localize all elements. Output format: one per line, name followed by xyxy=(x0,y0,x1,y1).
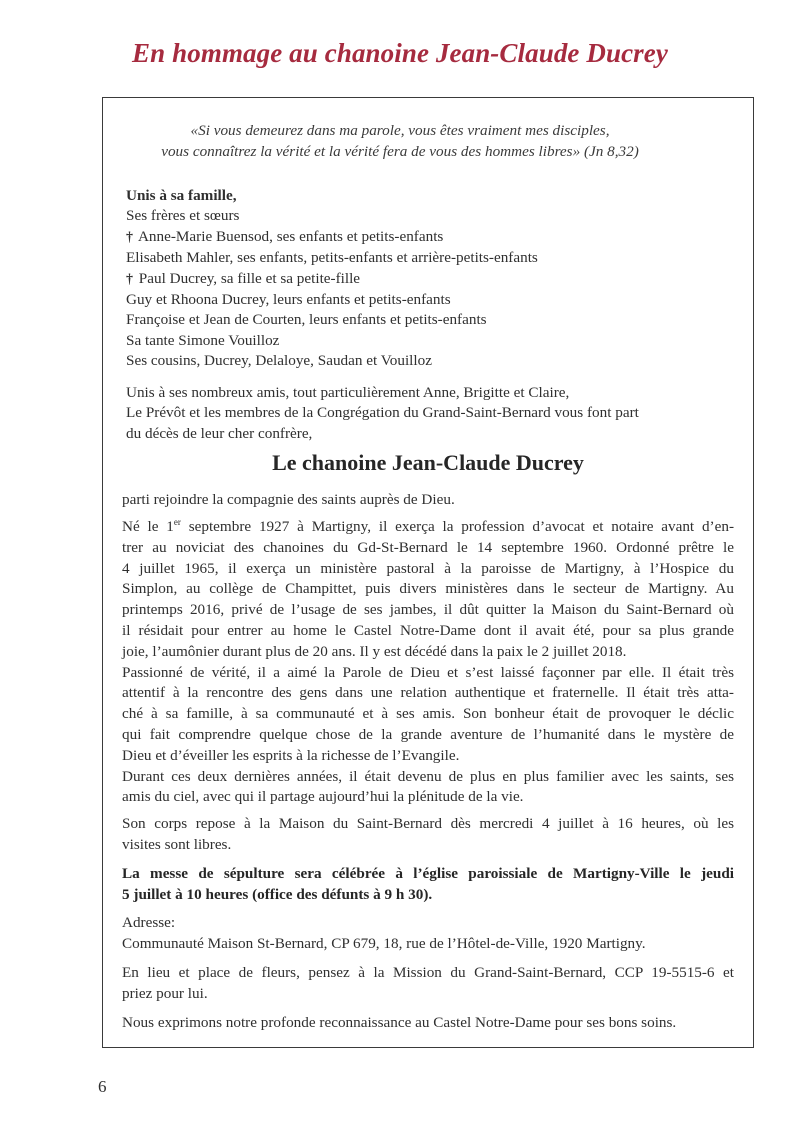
epigraph-line: vous connaîtrez la vérité et la vérité fera de vous des hommes libres» (Jn 8,32) xyxy=(161,143,639,160)
body-line: Durant ces deux dernières années, il était devenu de plus en plus familier avec les saints, ses xyxy=(122,767,734,785)
body-line: priez pour lui. xyxy=(122,984,208,1002)
body-line: La messe de sépulture sera célébrée à l’église paroissiale de Martigny-Ville le jeudi xyxy=(122,865,734,882)
family-member-text: Paul Ducrey, sa fille et sa petite-fille xyxy=(138,269,361,287)
intro-paragraph xyxy=(122,490,734,511)
address-label: Adresse: xyxy=(122,914,176,931)
body-line: printemps 2016, privé de l’usage de ses jambes, il dût quitter la Maison du Saint-Bernard où xyxy=(122,601,734,619)
page-number: 6 xyxy=(98,1077,107,1096)
body-line: 4 juillet 1965, il exerça un ministère pastoral à la paroisse de Martigny, à l’Hospice du xyxy=(122,559,734,577)
body-line: Son corps repose à la Maison du Saint-Bernard dès mercredi 4 juillet à 16 heures, où les xyxy=(122,815,734,832)
family-member xyxy=(126,269,538,290)
body-line: En lieu et place de fleurs, pensez à la Mission du Grand-Saint-Bernard, CCP 19-5515-6 et xyxy=(122,964,734,981)
body-line: Nous exprimons notre profonde reconnaissance au Castel Notre-Dame pour ses bons soins. xyxy=(122,1014,677,1031)
funeral-mass-paragraph xyxy=(122,864,734,906)
family-member xyxy=(126,227,538,248)
family-member: Ses cousins, Ducrey, Delaloye, Saudan et Vouilloz xyxy=(126,352,432,370)
body-line: amis du ciel, avec qui il partage aujourd’hui la plénitude de la vie. xyxy=(122,788,524,806)
friends-line: Unis à ses nombreux amis, tout particulièrement Anne, Brigitte et Claire, xyxy=(126,384,570,401)
body-line: qui fait comprendre quelque chose de la grande aventure de l’humanité dans le mystère de xyxy=(122,725,734,743)
visitation-paragraph xyxy=(122,814,734,856)
body-line: trer au noviciat des chanoines du Gd-St-Bernard le 14 septembre 1960. Ordonné prêtre le xyxy=(122,538,734,556)
body-line: Simplon, au collège de Champittet, puis divers ministères dans le secteur de Martigny. Au xyxy=(122,580,734,598)
friends-line: du décès de leur cher confrère, xyxy=(126,424,313,442)
epigraph xyxy=(0,120,800,162)
body-line: attentif à la rencontre des gens dans une relation authentique et fraternelle. Il était très atta- xyxy=(122,684,734,702)
family-member: Guy et Rhoona Ducrey, leurs enfants et petits-enfants xyxy=(126,291,451,309)
page-title: En hommage au chanoine Jean-Claude Ducrey xyxy=(132,38,668,68)
body-line: Dieu et d’éveiller les esprits à la richesse de l’Evangile. xyxy=(122,746,460,764)
thanks-paragraph xyxy=(122,1013,734,1034)
body-line: joie, l’aumônier durant plus de 20 ans. Il y est décédé dans la paix le 2 juillet 2018. xyxy=(122,642,627,660)
bio-text: septembre 1927 à Martigny, il exerça la profession d’avocat et notaire avant d’en- xyxy=(180,518,734,535)
family-member: Sa tante Simone Vouilloz xyxy=(126,331,280,349)
cross-icon: † xyxy=(126,271,133,287)
body-line xyxy=(122,517,734,538)
family-member-text: Anne-Marie Buensod, ses enfants et petits-enfants xyxy=(137,227,444,245)
family-member: Françoise et Jean de Courten, leurs enfants et petits-enfants xyxy=(126,311,487,329)
body-line: 5 juillet à 10 heures (office des défunts à 9 h 30). xyxy=(122,885,433,903)
body-line: Passionné de vérité, il a aimé la Parole de Dieu et s’est laissé façonner par elle. Il était très xyxy=(122,663,734,681)
body-line: ché à sa famille, à sa communauté et à ses amis. Son bonheur était de provoquer le déclic xyxy=(122,705,734,723)
flowers-paragraph xyxy=(122,963,734,1005)
family-member: Ses frères et sœurs xyxy=(126,207,240,225)
body-line: il résidait pour entrer au home le Castel Notre-Dame dont il avait été, pour sa plus grande xyxy=(122,621,734,639)
friends-announcement xyxy=(126,383,639,444)
family-heading: Unis à sa famille, xyxy=(126,187,237,204)
biography-paragraph xyxy=(122,517,734,808)
friends-line: Le Prévôt et les membres de la Congrégation du Grand-Saint-Bernard vous font part xyxy=(126,404,639,422)
bio-text: Né le 1 xyxy=(122,518,174,535)
address-paragraph xyxy=(122,913,734,955)
family-list xyxy=(126,186,538,372)
epigraph-line: «Si vous demeurez dans ma parole, vous êtes vraiment mes disciples, xyxy=(190,122,610,139)
cross-icon: † xyxy=(126,229,133,245)
deceased-name: Le chanoine Jean-Claude Ducrey xyxy=(272,450,584,475)
address-value: Communauté Maison St-Bernard, CP 679, 18, rue de l’Hôtel-de-Ville, 1920 Martigny. xyxy=(122,934,646,952)
ordinal-superscript: er xyxy=(173,516,181,527)
body-line: parti rejoindre la compagnie des saints auprès de Dieu. xyxy=(122,491,455,508)
body-line: visites sont libres. xyxy=(122,835,232,853)
family-member: Elisabeth Mahler, ses enfants, petits-enfants et arrière-petits-enfants xyxy=(126,249,538,267)
